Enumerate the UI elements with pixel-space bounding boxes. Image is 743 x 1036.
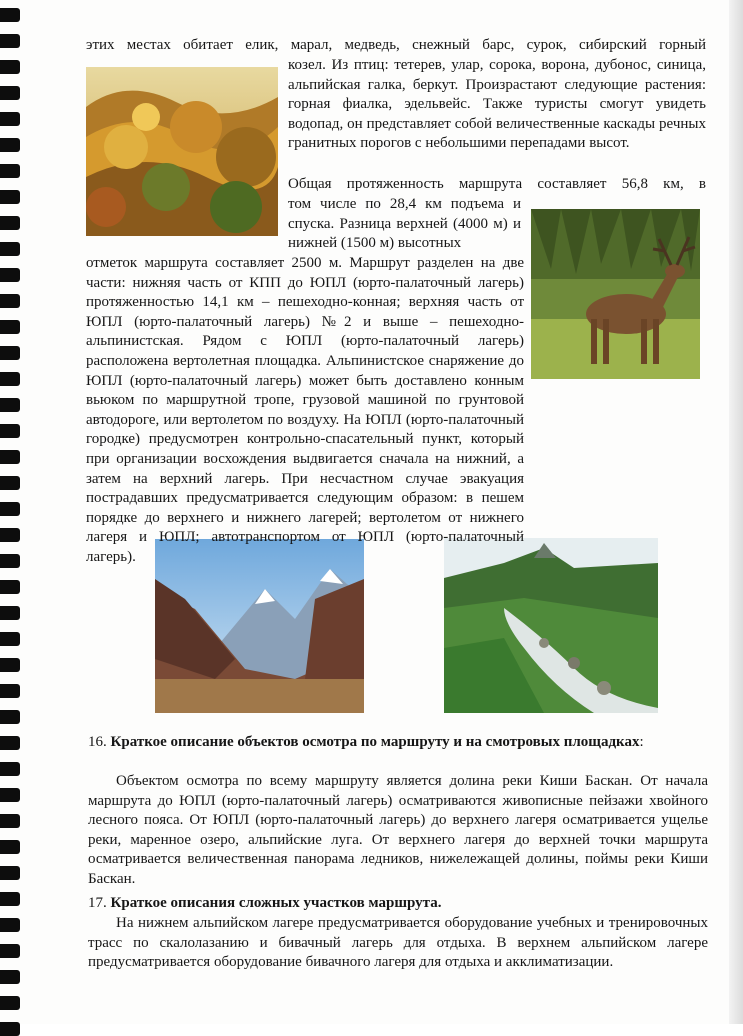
binding-hole xyxy=(0,112,20,126)
section16-heading xyxy=(88,733,706,753)
binding-hole xyxy=(0,294,20,308)
binding-hole xyxy=(0,528,20,542)
binding-hole xyxy=(0,944,20,958)
binding-hole xyxy=(0,320,20,334)
binding-hole xyxy=(0,502,20,516)
binding-hole xyxy=(0,710,20,724)
binding-hole xyxy=(0,164,20,178)
binding-hole xyxy=(0,34,20,48)
binding-hole xyxy=(0,424,20,438)
autumn-forest-photo xyxy=(86,67,278,236)
binding-hole xyxy=(0,892,20,906)
paragraph1-first-line: этих местах обитает елик, марал, медведь, снежный барс, сурок, сибирский горный xyxy=(86,37,706,53)
binding-hole xyxy=(0,86,20,100)
binding-hole xyxy=(0,60,20,74)
page-edge xyxy=(729,0,743,1024)
paragraph1-text: козел. Из птиц: тетерев, улар, сорока, ворона, дубонос, синица, альпийская галка, беркут. Произрастают следующие растения: горная фиалка, эдельвейс. Также туристы смогут увидеть водопад, он представляет собой величественные каскады речных гранитных порогов с небольшими перепадами высот. xyxy=(288,57,706,152)
binding-hole xyxy=(0,1022,20,1036)
binding-hole xyxy=(0,762,20,776)
binding-hole xyxy=(0,216,20,230)
binding-hole xyxy=(0,788,20,802)
binding-hole xyxy=(0,840,20,854)
binding-hole xyxy=(0,866,20,880)
spiral-binding xyxy=(0,0,26,1024)
binding-hole xyxy=(0,736,20,750)
binding-hole xyxy=(0,346,20,360)
section17-title: Краткое описания сложных участков маршрута. xyxy=(110,895,442,911)
paragraph2-text-beside-photo: том числе по 28,4 км подъема и спуска. Разница верхней (4000 м) и нижней (1500 м) высотных xyxy=(288,196,521,252)
binding-hole xyxy=(0,372,20,386)
section16-number: 16. xyxy=(88,734,107,750)
binding-hole xyxy=(0,138,20,152)
binding-hole xyxy=(0,268,20,282)
binding-hole xyxy=(0,606,20,620)
section16-colon: : xyxy=(639,734,644,750)
binding-hole xyxy=(0,970,20,984)
paragraph2-text: отметок маршрута составляет 2500 м. Маршрут разделен на две части: нижняя часть от КПП до ЮПЛ (юрто-палаточный лагерь) протяженностью 14,1 км – пешеходно-конная; верхняя часть от ЮПЛ (юрто-палаточный лагерь) №2 и выше – пешеходно-альпинистская. Рядом с ЮПЛ (юрто-палаточный лагерь) расположена вертолетная площадка. Альпинистское снаряжение до ЮПЛ (юрто-палаточный лагерь) может быть доставлено конным вьюком по маршрутной тропе, грузовой машиной по грунтовой автодороге, или вертолетом по воздуху. На ЮПЛ (юрто-палаточный городке) предусмотрен контрольно-спасательный пункт, который при организации восхождения выдвигается сначала на нижний, а затем на верхний лагерь. При несчастном случае эвакуация пострадавших предусматривается следующим образом: в пешем порядке до верхнего и нижнего лагерей; вертолетом от нижнего лагеря и ЮПЛ; автотранспортом от ЮПЛ (юрто-палаточный лагерь). xyxy=(86,255,524,565)
binding-hole xyxy=(0,450,20,464)
binding-hole xyxy=(0,658,20,672)
binding-hole xyxy=(0,476,20,490)
binding-hole xyxy=(0,684,20,698)
binding-hole xyxy=(0,918,20,932)
binding-hole xyxy=(0,580,20,594)
binding-hole xyxy=(0,398,20,412)
section16-body: Объектом осмотра по всему маршруту является долина реки Киши Баскан. От начала маршрута до ЮПЛ (юрто-палаточный лагерь) осматриваются живописные пейзажи хвойного лесного пояса. От ЮПЛ (юрто-палаточный лагерь) до верхнего лагеря осматривается ущелье реки, маренное озеро, альпийские луга. От верхнего лагеря до верхней точки маршрута осматривается величественная панорама ледников, нижележащей долины, поймы реки Киши Баскан. xyxy=(88,773,708,887)
paragraph2-first-line: Общая протяженность маршрута составляет 56,8 км, в xyxy=(288,176,706,192)
binding-hole xyxy=(0,554,20,568)
deer-photo xyxy=(531,209,700,379)
section17-heading xyxy=(88,894,708,914)
binding-hole xyxy=(0,632,20,646)
binding-hole xyxy=(0,190,20,204)
section17-number: 17. xyxy=(88,895,107,911)
section17-body: На нижнем альпийском лагере предусматривается оборудование учебных и тренировочных трасс по скалолазанию и бивачный лагерь для отдыха. В верхнем альпийском лагере предусматривается оборудование бивачного лагеря для отдыха и акклиматизации. xyxy=(88,915,708,971)
binding-hole xyxy=(0,242,20,256)
section16-title: Краткое описание объектов осмотра по маршруту и на смотровых площадках xyxy=(110,734,640,750)
binding-hole xyxy=(0,8,20,22)
binding-hole xyxy=(0,996,20,1010)
binding-hole xyxy=(0,814,20,828)
